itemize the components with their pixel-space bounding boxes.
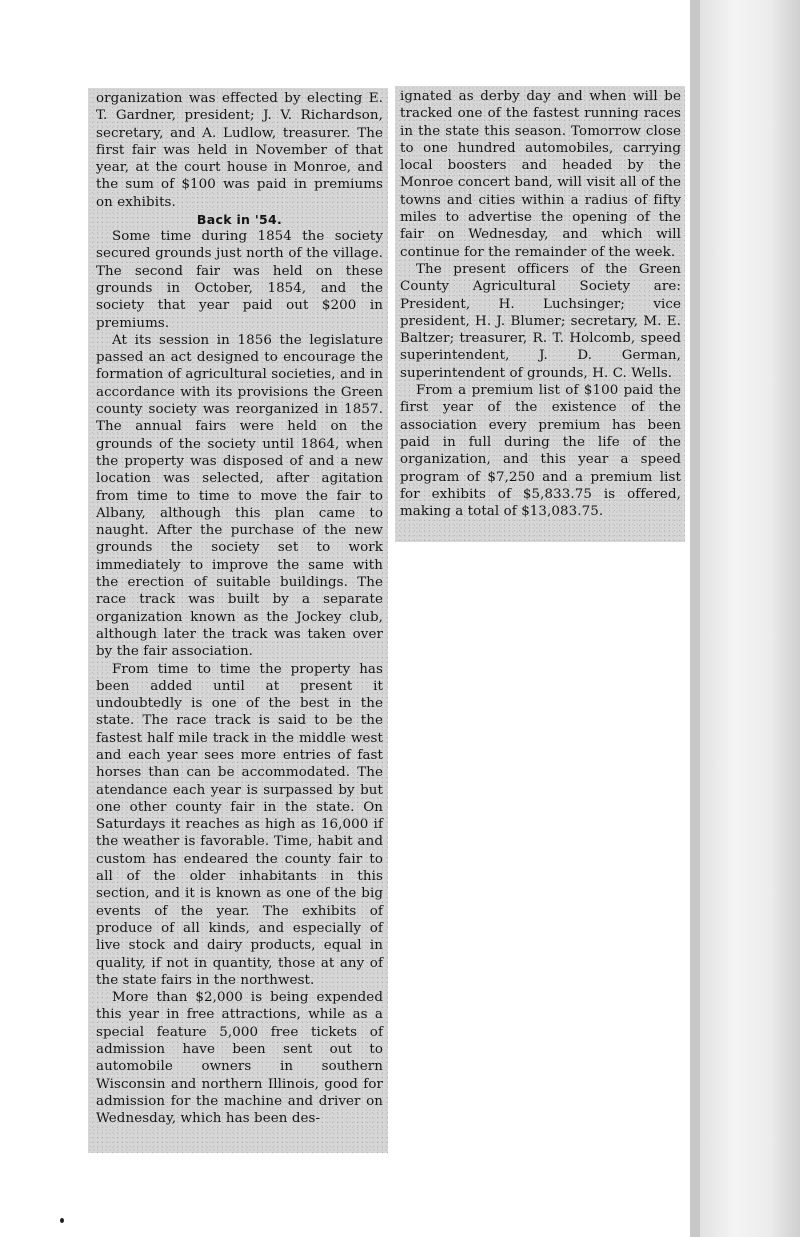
section-subhead: Back in '54. — [196, 212, 283, 228]
paragraph: ignated as derby day and when will be tracked one of the fastest running races in the state this season. Tomorrow close to one hundred automobiles, carrying local boosters and headed by the Monroe concert band, will visit all of the towns and cities within a radius of fifty miles to advertise the opening of the fair on Wednesday, and which will continue for the remainder of the week. — [400, 89, 681, 260]
paragraph: Some time during 1854 the society secured grounds just north of the village. The second fair was held on these grounds in October, 1854, and the society that year paid out $200 in premiums. — [96, 229, 383, 331]
paragraph: More than $2,000 is being expended this year in free attractions, while as a special feature 5,000 free tickets of admission have been sent out to automobile owners in southern Wisconsin and northern Illinois, good for admission for the machine and driver on Wednesday, which has been des- — [96, 990, 383, 1127]
margin-shadow — [770, 0, 800, 1237]
article-column-right — [400, 88, 681, 520]
paragraph: At its session in 1856 the legislature passed an act designed to encourage the formation of agricultural societies, and in accordance with its provisions the Green county society was reorganized in 1857. The annual fairs were held on the grounds of the society until 1864, when the property was disposed of and a new location was selected, after agitation from time to time to move the fair to Albany, although this plan came to naught. After the purchase of the new grounds the society set to work immediately to improve the same with the erection of suitable buildings. The race track was built by a separate organization known as the Jockey club, although later the track was taken over by the fair association. — [96, 332, 383, 660]
paragraph: From time to time the property has been added until at present it undoubtedly is one of the best in the state. The race track is said to be the fastest half mile track in the middle west and each year sees more entries of fast horses than can be accommodated. The atendance each year is surpassed by but one other county fair in the state. On Saturdays it reaches as high as 16,000 if the weather is favorable. Time, habit and custom has endeared the county fair to all of the older inhabitants in this section, and it is known as one of the big events of the year. The exhibits of produce of all kinds, and especially of live stock and dairy products, equal in quality, if not in quantity, those at any of the state fairs in the northwest. — [96, 661, 383, 988]
paragraph: The present officers of the Green County Agricultural Society are: President, H. Luchsinger; vice president, H. J. Blumer; secretary, M. E. Baltzer; treasurer, R. T. Holcomb, speed superintendent, J. D. German, superintendent of grounds, H. C. Wells. — [400, 261, 681, 381]
article-column-left — [96, 90, 383, 1128]
paragraph: From a premium list of $100 paid the first year of the existence of the association every premium has been paid in full during the life of the organization, and this year a speed program of $7,250 and a premium list for exhibits of $5,833.75 is offered, making a total of $13,083.75. — [400, 383, 681, 520]
film-speck — [60, 1218, 64, 1223]
paragraph: organization was effected by electing E. T. Gardner, president; J. V. Richardson, secretary, and A. Ludlow, treasurer. The first fair was held in November of that year, at the court house in Monroe, and the sum of $100 was paid in premiums on exhibits. — [96, 91, 383, 210]
page-edge — [690, 0, 700, 1237]
